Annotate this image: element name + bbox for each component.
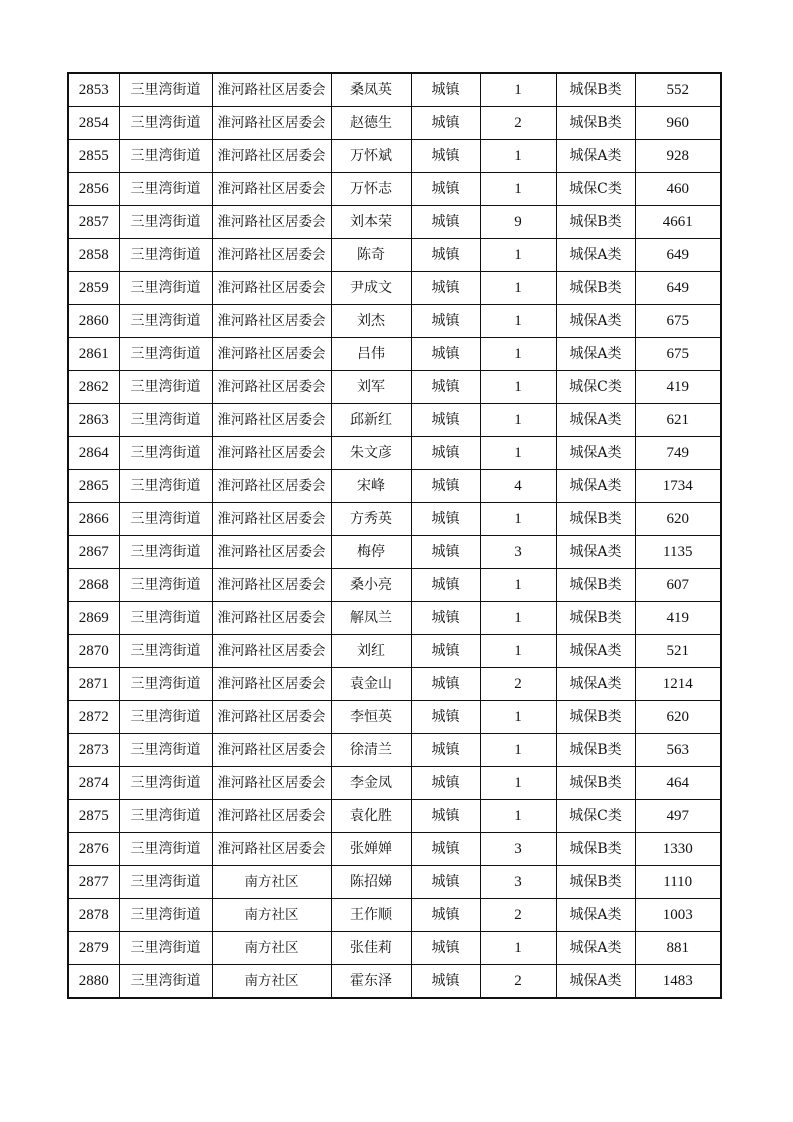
cell-community: 淮河路社区居委会 [212,305,331,338]
cell-area: 城镇 [411,140,480,173]
cell-area: 城镇 [411,437,480,470]
cell-name: 邱新红 [331,404,411,437]
table-row [68,734,721,767]
cell-amount: 4661 [635,206,721,239]
cell-persons: 1 [480,140,556,173]
cell-community: 淮河路社区居委会 [212,569,331,602]
cell-category: 城保A类 [556,437,635,470]
cell-street: 三里湾街道 [119,899,212,932]
cell-community: 淮河路社区居委会 [212,470,331,503]
table-body [68,73,721,998]
cell-name: 赵德生 [331,107,411,140]
cell-seq: 2871 [68,668,119,701]
cell-name: 刘红 [331,635,411,668]
cell-street: 三里湾街道 [119,734,212,767]
cell-name: 徐清兰 [331,734,411,767]
table-row [68,73,721,107]
cell-category: 城保B类 [556,503,635,536]
cell-name: 解凤兰 [331,602,411,635]
cell-category: 城保A类 [556,668,635,701]
cell-area: 城镇 [411,866,480,899]
cell-community: 淮河路社区居委会 [212,73,331,107]
cell-amount: 464 [635,767,721,800]
cell-name: 袁金山 [331,668,411,701]
cell-category: 城保B类 [556,866,635,899]
cell-seq: 2865 [68,470,119,503]
cell-street: 三里湾街道 [119,73,212,107]
cell-category: 城保B类 [556,833,635,866]
table-row [68,239,721,272]
cell-persons: 2 [480,899,556,932]
cell-area: 城镇 [411,173,480,206]
cell-area: 城镇 [411,404,480,437]
cell-community: 淮河路社区居委会 [212,503,331,536]
cell-area: 城镇 [411,569,480,602]
cell-seq: 2867 [68,536,119,569]
cell-seq: 2877 [68,866,119,899]
cell-street: 三里湾街道 [119,107,212,140]
table-row [68,668,721,701]
cell-seq: 2854 [68,107,119,140]
cell-street: 三里湾街道 [119,668,212,701]
cell-persons: 3 [480,866,556,899]
cell-persons: 1 [480,371,556,404]
cell-name: 梅停 [331,536,411,569]
cell-name: 李恒英 [331,701,411,734]
cell-community: 淮河路社区居委会 [212,668,331,701]
cell-name: 王作顺 [331,899,411,932]
table-row [68,173,721,206]
cell-area: 城镇 [411,899,480,932]
cell-community: 淮河路社区居委会 [212,602,331,635]
cell-seq: 2863 [68,404,119,437]
cell-name: 万怀志 [331,173,411,206]
cell-amount: 1135 [635,536,721,569]
cell-area: 城镇 [411,833,480,866]
cell-category: 城保C类 [556,371,635,404]
cell-persons: 1 [480,338,556,371]
cell-seq: 2879 [68,932,119,965]
cell-amount: 460 [635,173,721,206]
cell-community: 淮河路社区居委会 [212,437,331,470]
cell-area: 城镇 [411,932,480,965]
cell-persons: 1 [480,239,556,272]
cell-seq: 2870 [68,635,119,668]
cell-persons: 3 [480,536,556,569]
table-row [68,833,721,866]
cell-amount: 649 [635,272,721,305]
cell-community: 淮河路社区居委会 [212,635,331,668]
cell-area: 城镇 [411,371,480,404]
cell-category: 城保A类 [556,899,635,932]
cell-amount: 881 [635,932,721,965]
table-row [68,107,721,140]
cell-persons: 1 [480,767,556,800]
table-row [68,767,721,800]
cell-street: 三里湾街道 [119,239,212,272]
cell-area: 城镇 [411,635,480,668]
cell-name: 刘本荣 [331,206,411,239]
cell-seq: 2866 [68,503,119,536]
cell-area: 城镇 [411,239,480,272]
cell-community: 南方社区 [212,899,331,932]
cell-community: 南方社区 [212,965,331,999]
cell-persons: 1 [480,305,556,338]
cell-area: 城镇 [411,305,480,338]
cell-community: 淮河路社区居委会 [212,107,331,140]
cell-street: 三里湾街道 [119,932,212,965]
cell-name: 吕伟 [331,338,411,371]
cell-amount: 649 [635,239,721,272]
cell-category: 城保B类 [556,272,635,305]
table-row [68,569,721,602]
cell-category: 城保A类 [556,536,635,569]
cell-persons: 9 [480,206,556,239]
cell-amount: 1483 [635,965,721,999]
cell-persons: 1 [480,602,556,635]
cell-amount: 497 [635,800,721,833]
cell-persons: 2 [480,668,556,701]
records-table [67,72,722,999]
cell-seq: 2855 [68,140,119,173]
cell-seq: 2880 [68,965,119,999]
cell-area: 城镇 [411,965,480,999]
cell-community: 淮河路社区居委会 [212,239,331,272]
cell-seq: 2860 [68,305,119,338]
cell-community: 淮河路社区居委会 [212,734,331,767]
cell-street: 三里湾街道 [119,272,212,305]
cell-amount: 1003 [635,899,721,932]
cell-persons: 2 [480,107,556,140]
cell-category: 城保A类 [556,404,635,437]
table-row [68,470,721,503]
table-row [68,635,721,668]
cell-seq: 2857 [68,206,119,239]
cell-amount: 1214 [635,668,721,701]
cell-category: 城保A类 [556,305,635,338]
cell-seq: 2856 [68,173,119,206]
cell-street: 三里湾街道 [119,701,212,734]
cell-seq: 2874 [68,767,119,800]
table-row [68,503,721,536]
cell-persons: 1 [480,437,556,470]
table-row [68,140,721,173]
cell-category: 城保C类 [556,800,635,833]
cell-community: 淮河路社区居委会 [212,701,331,734]
cell-community: 淮河路社区居委会 [212,800,331,833]
cell-name: 李金凤 [331,767,411,800]
cell-category: 城保B类 [556,602,635,635]
cell-category: 城保B类 [556,767,635,800]
cell-persons: 1 [480,635,556,668]
cell-category: 城保A类 [556,932,635,965]
cell-amount: 675 [635,305,721,338]
cell-amount: 1734 [635,470,721,503]
cell-persons: 3 [480,833,556,866]
cell-area: 城镇 [411,734,480,767]
cell-amount: 675 [635,338,721,371]
cell-street: 三里湾街道 [119,140,212,173]
cell-category: 城保B类 [556,569,635,602]
cell-street: 三里湾街道 [119,470,212,503]
cell-amount: 563 [635,734,721,767]
cell-seq: 2859 [68,272,119,305]
cell-persons: 1 [480,272,556,305]
cell-name: 张婵婵 [331,833,411,866]
cell-area: 城镇 [411,470,480,503]
cell-persons: 4 [480,470,556,503]
table-row [68,305,721,338]
cell-street: 三里湾街道 [119,206,212,239]
cell-amount: 1330 [635,833,721,866]
cell-amount: 552 [635,73,721,107]
cell-area: 城镇 [411,602,480,635]
table-row [68,536,721,569]
cell-persons: 1 [480,932,556,965]
cell-community: 淮河路社区居委会 [212,140,331,173]
cell-seq: 2861 [68,338,119,371]
cell-community: 淮河路社区居委会 [212,536,331,569]
cell-name: 朱文彦 [331,437,411,470]
cell-seq: 2868 [68,569,119,602]
cell-name: 刘杰 [331,305,411,338]
cell-name: 陈招娣 [331,866,411,899]
cell-category: 城保B类 [556,734,635,767]
cell-category: 城保B类 [556,107,635,140]
cell-street: 三里湾街道 [119,437,212,470]
cell-name: 桑凤英 [331,73,411,107]
cell-seq: 2853 [68,73,119,107]
cell-community: 淮河路社区居委会 [212,404,331,437]
cell-seq: 2864 [68,437,119,470]
table-row [68,899,721,932]
cell-area: 城镇 [411,107,480,140]
cell-category: 城保A类 [556,635,635,668]
cell-amount: 419 [635,602,721,635]
cell-category: 城保B类 [556,73,635,107]
cell-community: 淮河路社区居委会 [212,272,331,305]
cell-area: 城镇 [411,73,480,107]
cell-amount: 960 [635,107,721,140]
cell-persons: 1 [480,701,556,734]
table-row [68,437,721,470]
cell-area: 城镇 [411,536,480,569]
cell-community: 南方社区 [212,932,331,965]
cell-seq: 2872 [68,701,119,734]
cell-community: 淮河路社区居委会 [212,206,331,239]
cell-category: 城保B类 [556,206,635,239]
cell-amount: 620 [635,503,721,536]
cell-name: 宋峰 [331,470,411,503]
cell-street: 三里湾街道 [119,635,212,668]
cell-persons: 1 [480,404,556,437]
cell-name: 尹成文 [331,272,411,305]
table-row [68,371,721,404]
table-row [68,404,721,437]
cell-amount: 621 [635,404,721,437]
cell-area: 城镇 [411,206,480,239]
cell-name: 方秀英 [331,503,411,536]
cell-street: 三里湾街道 [119,569,212,602]
cell-seq: 2876 [68,833,119,866]
table-row [68,800,721,833]
cell-street: 三里湾街道 [119,602,212,635]
cell-category: 城保A类 [556,965,635,999]
cell-community: 淮河路社区居委会 [212,833,331,866]
cell-category: 城保B类 [556,701,635,734]
cell-community: 南方社区 [212,866,331,899]
cell-street: 三里湾街道 [119,404,212,437]
cell-area: 城镇 [411,338,480,371]
cell-community: 淮河路社区居委会 [212,338,331,371]
cell-community: 淮河路社区居委会 [212,173,331,206]
cell-area: 城镇 [411,701,480,734]
cell-name: 袁化胜 [331,800,411,833]
cell-persons: 1 [480,734,556,767]
cell-name: 陈奇 [331,239,411,272]
cell-seq: 2858 [68,239,119,272]
cell-street: 三里湾街道 [119,503,212,536]
cell-amount: 521 [635,635,721,668]
cell-community: 淮河路社区居委会 [212,767,331,800]
cell-persons: 1 [480,569,556,602]
table-row [68,602,721,635]
cell-amount: 419 [635,371,721,404]
cell-persons: 1 [480,503,556,536]
cell-name: 霍东泽 [331,965,411,999]
cell-street: 三里湾街道 [119,800,212,833]
cell-street: 三里湾街道 [119,536,212,569]
cell-street: 三里湾街道 [119,371,212,404]
cell-area: 城镇 [411,800,480,833]
cell-category: 城保A类 [556,140,635,173]
cell-seq: 2873 [68,734,119,767]
cell-category: 城保A类 [556,338,635,371]
table-row [68,272,721,305]
cell-street: 三里湾街道 [119,833,212,866]
cell-name: 万怀斌 [331,140,411,173]
cell-amount: 749 [635,437,721,470]
cell-amount: 1110 [635,866,721,899]
cell-seq: 2862 [68,371,119,404]
cell-name: 张佳莉 [331,932,411,965]
cell-persons: 1 [480,173,556,206]
table-row [68,206,721,239]
table-row [68,932,721,965]
cell-seq: 2875 [68,800,119,833]
cell-persons: 2 [480,965,556,999]
cell-street: 三里湾街道 [119,305,212,338]
cell-street: 三里湾街道 [119,965,212,999]
cell-amount: 607 [635,569,721,602]
cell-amount: 620 [635,701,721,734]
cell-name: 桑小亮 [331,569,411,602]
cell-area: 城镇 [411,668,480,701]
cell-category: 城保C类 [556,173,635,206]
cell-seq: 2878 [68,899,119,932]
table-row [68,965,721,999]
cell-street: 三里湾街道 [119,767,212,800]
cell-area: 城镇 [411,272,480,305]
cell-persons: 1 [480,73,556,107]
cell-community: 淮河路社区居委会 [212,371,331,404]
cell-street: 三里湾街道 [119,338,212,371]
cell-category: 城保A类 [556,239,635,272]
cell-seq: 2869 [68,602,119,635]
table-row [68,866,721,899]
table-row [68,338,721,371]
cell-street: 三里湾街道 [119,173,212,206]
cell-amount: 928 [635,140,721,173]
cell-name: 刘军 [331,371,411,404]
cell-area: 城镇 [411,767,480,800]
table-row [68,701,721,734]
cell-category: 城保A类 [556,470,635,503]
cell-persons: 1 [480,800,556,833]
cell-street: 三里湾街道 [119,866,212,899]
cell-area: 城镇 [411,503,480,536]
